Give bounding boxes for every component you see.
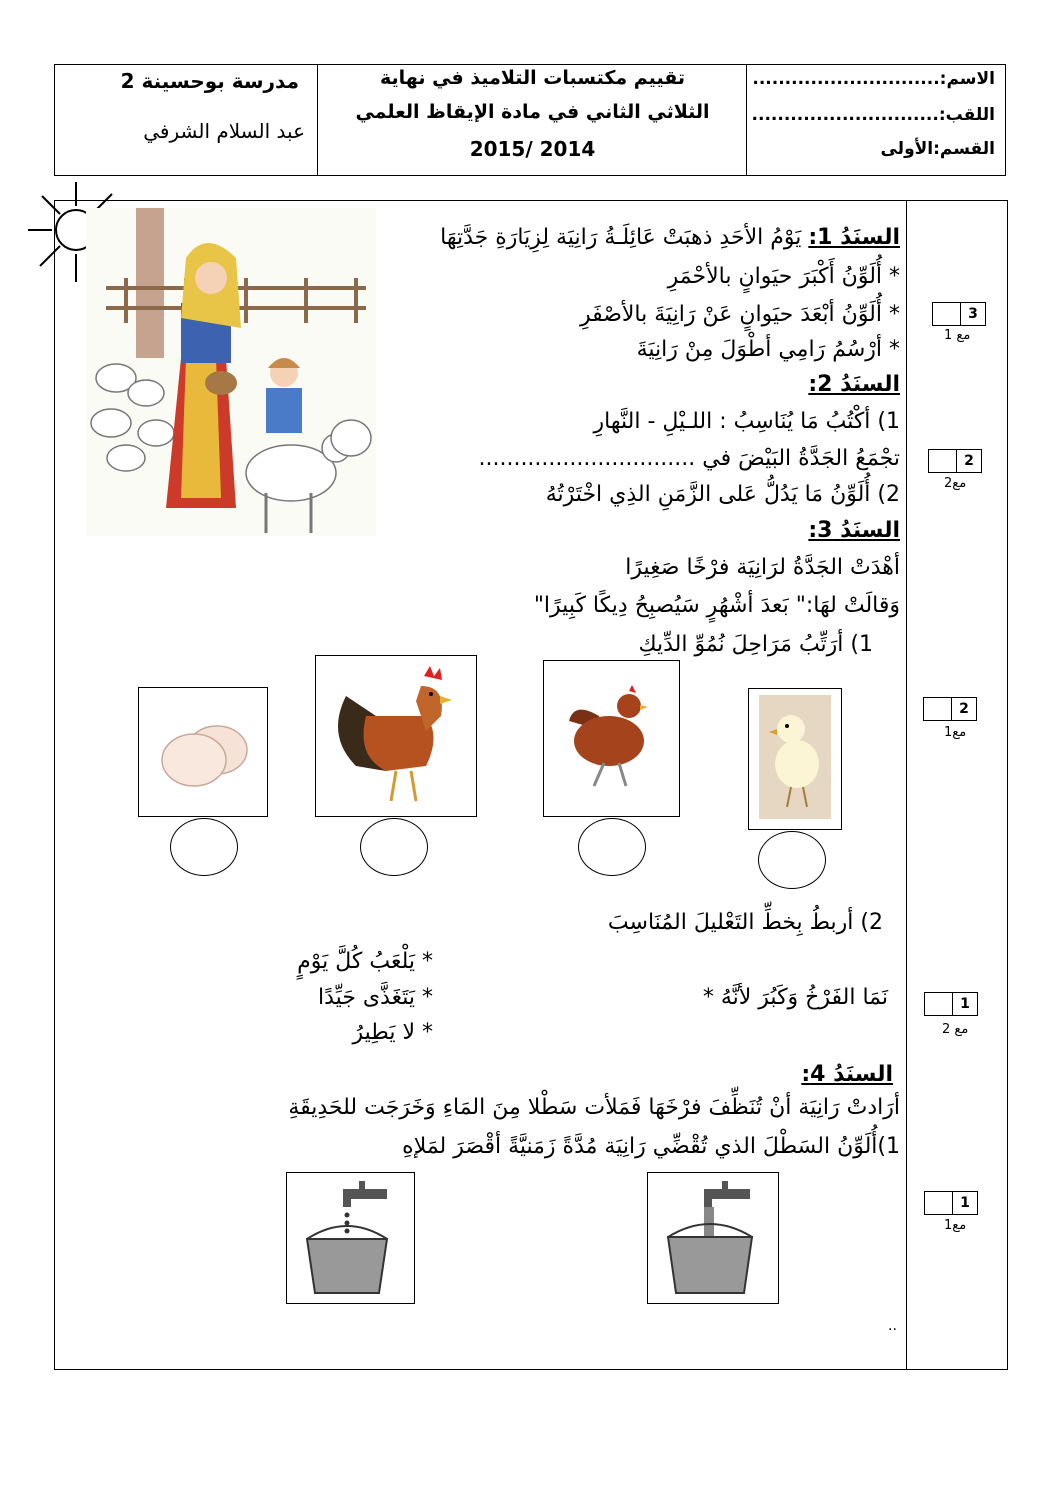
score-label-5: مع1 [944, 1218, 967, 1233]
sanad3-title: السنَدُ 3: [808, 518, 900, 543]
score-label-4: مع 2 [942, 1022, 969, 1037]
sanad4-text: أرَادتْ رَانِيَة أنْ تُنَظِّفَ فرْخَهَا فَمَلأت سَطْلا مِنَ المَاءِ وَخَرَجَت للحَدِيقَةِ [288, 1095, 900, 1120]
score-value-1: 3 [960, 303, 985, 325]
cause-statement[interactable]: نَمَا الفَرْخُ وَكَبُرَ لأنَّهُ * [702, 985, 888, 1010]
score-box-5[interactable] [924, 1191, 978, 1215]
header-title-cell [319, 65, 747, 175]
eggs-image [138, 687, 268, 817]
score-value-2: 2 [956, 450, 981, 472]
score-box-4[interactable] [924, 992, 978, 1016]
order-circle-chick[interactable] [758, 831, 826, 889]
title-line1: تقييم مكتسبات التلاميذ في نهاية [379, 67, 686, 89]
sanad1-text: يَوْمُ الأحَدِ ذهبَتْ عَائِلَـةُ رَانِيَة لِزِيَارَةِ جَدَّتِهَا [440, 225, 802, 250]
sanad2-fill-blank[interactable]: تجْمَعُ الجَدَّةُ البَيْضَ في ............................... [478, 446, 900, 471]
sanad1-q3: * أرْسُمُ رَامِي أطْوَلَ مِنْ رَانِيَةَ [636, 337, 900, 362]
bucket-flowing-image[interactable] [647, 1172, 779, 1304]
rooster-image [315, 655, 477, 817]
option-plays[interactable]: * يَلْعَبُ كُلَّ يَوْمٍ [297, 949, 433, 974]
surname-field[interactable]: اللقب:............................. [751, 105, 995, 125]
score-column-divider [906, 200, 907, 1370]
footer-mark: .. [888, 1318, 897, 1334]
order-circle-rooster[interactable] [360, 818, 428, 876]
sanad3-q1: 1) أرَتِّبُ مَرَاحِلَ نُمُوِّ الدِّيكِ [638, 632, 873, 657]
sanad4-title: السنَدُ 4: [801, 1062, 893, 1087]
option-cannot-fly[interactable]: * لا يَطِيرُ [352, 1020, 433, 1045]
title-line2: الثلاثي الثاني في مادة الإيقاظ العلمي [355, 101, 710, 123]
score-box-2[interactable] [928, 449, 982, 473]
sanad3-q2: 2) أربطُ بِخطِّ التَعْليلَ المُنَاسِبَ [607, 910, 883, 935]
sanad2-q2: 2) أُلَوِّنُ مَا يَدُلُّ عَلى الزَّمَنِ الذِي اخْتَرْتُهُ [545, 482, 900, 507]
option-eats-well[interactable]: * يَتَغَذَّى جَيِّدًا [317, 985, 433, 1010]
sanad2-q1: 1) أكْتُبُ مَا يُنَاسِبُ : اللـيْلِ - النَّهارِ [593, 409, 900, 434]
class-label: القسم:الأولى [880, 139, 995, 159]
score-label-1: مع 1 [944, 328, 971, 343]
sanad1-q1: * أُلَوِّنُ أَكْبَرَ حيَوانٍ بالأحْمَرِ [667, 264, 900, 289]
header-table [54, 64, 1006, 176]
header-school-cell [55, 65, 318, 175]
sanad1-title: السنَدُ 1: [808, 225, 900, 250]
score-box-1[interactable] [932, 302, 986, 326]
teacher-name: عبد السلام الشرفي [143, 119, 305, 143]
score-label-3: مع1 [944, 725, 967, 740]
sanad1-q2: * أُلَوِّنُ أبْعَدَ حيَوانٍ عَنْ رَانِيَةَ بالأصْفَرِ [579, 302, 900, 327]
school-year: 2015/ 2014 [469, 137, 596, 161]
score-box-3[interactable] [923, 697, 977, 721]
score-value-3: 2 [951, 698, 976, 720]
score-value-4: 1 [952, 993, 977, 1015]
bucket-dripping-image[interactable] [286, 1172, 415, 1304]
chick-image [748, 688, 842, 830]
school-name: مدرسة بوحسينة 2 [120, 69, 299, 93]
grandmother-illustration [86, 208, 376, 536]
header-student-cell [748, 65, 1005, 175]
order-circle-eggs[interactable] [170, 818, 238, 876]
sanad3-text1: أهْدَتْ الجَدَّةُ لرَانِيَة فرْخًا صَغِيرًا [625, 555, 900, 580]
name-field[interactable]: الاسم:............................. [752, 69, 995, 89]
score-label-2: مع2 [944, 476, 967, 491]
sanad1-block [440, 225, 900, 250]
sanad4-q1: 1)أُلَوِّنُ السَطْلَ الذي تُقْضِّي رَانِيَة مُدَّةً زَمَنيَّةً أقْصَرَ لمَلإهِ [402, 1134, 900, 1159]
sanad2-title: السنَدُ 2: [808, 372, 900, 397]
score-value-5: 1 [952, 1192, 977, 1214]
order-circle-hen[interactable] [578, 818, 646, 876]
sanad3-text2: وَقالَتْ لهَا:" بَعدَ أشْهُرٍ سَيُصبِحُ دِيكًا كَبِيرًا" [533, 593, 900, 618]
hen-image [543, 660, 680, 817]
